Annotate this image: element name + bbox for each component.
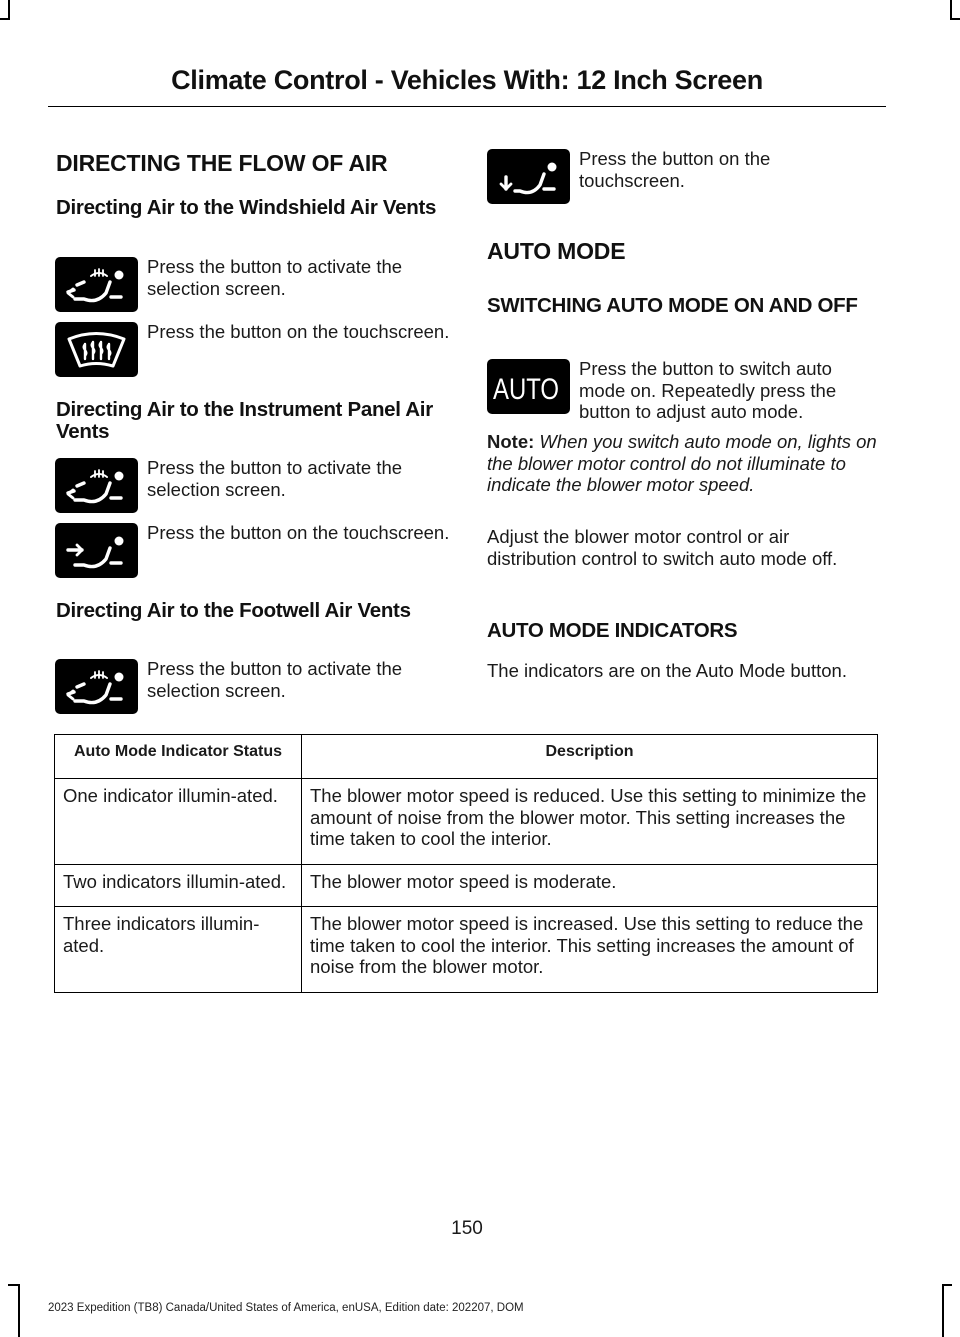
footwell-step1-text: Press the button to activate the selection screen. — [147, 658, 403, 701]
column-header-status: Auto Mode Indicator Status — [55, 735, 302, 779]
status-cell: Two indicators illumin-ated. — [55, 864, 302, 907]
note-label: Note: — [487, 431, 535, 452]
page-title: Climate Control - Vehicles With: 12 Inch Screen — [171, 65, 763, 95]
indicators-text: The indicators are on the Auto Mode button. — [487, 660, 847, 681]
footer-edition-info: 2023 Expedition (TB8) Canada/United States of America, enUSA, Edition date: 202207, DOM — [48, 1302, 524, 1314]
column-header-description: Description — [302, 735, 878, 779]
crop-mark — [8, 0, 10, 18]
crop-mark — [8, 1284, 18, 1286]
heading-windshield-vents: Directing Air to the Windshield Air Vents — [56, 196, 437, 219]
heading-footwell-vents: Directing Air to the Footwell Air Vents — [56, 599, 411, 622]
windshield-step1-text: Press the button to activate the selection screen. — [147, 256, 403, 299]
page-header — [48, 62, 886, 107]
heading-panel-vents: Directing Air to the Instrument Panel Air Vents — [56, 398, 433, 443]
description-cell: The blower motor speed is reduced. Use this setting to minimize the amount of noise from the blower motor. This setting increases the time taken to cool the interior. — [302, 779, 878, 865]
adjust-text: Adjust the blower motor control or air distribution control to switch auto mode off. — [487, 526, 838, 569]
description-cell: The blower motor speed is moderate. — [302, 864, 878, 907]
section-title-flow-of-air: DIRECTING THE FLOW OF AIR — [56, 150, 388, 176]
crop-mark — [942, 1284, 952, 1286]
crop-mark — [942, 1284, 944, 1337]
floor-vent-icon — [487, 149, 570, 204]
table-row — [55, 864, 878, 907]
status-cell: One indicator illumin-ated. — [55, 779, 302, 865]
panel-step2-text: Press the button on the touchscreen. — [147, 522, 450, 543]
switch-auto-text: Press the button to switch auto mode on. Repeatedly press the button to adjust auto mode. — [579, 358, 837, 422]
crop-mark — [0, 18, 10, 20]
panel-step1-text: Press the button to activate the selection screen. — [147, 457, 403, 500]
crop-mark — [18, 1284, 20, 1337]
status-cell: Three indicators illumin-ated. — [55, 907, 302, 993]
auto-mode-icon — [487, 359, 570, 414]
heading-switching-auto-mode: SWITCHING AUTO MODE ON AND OFF — [487, 294, 858, 317]
heading-auto-mode-indicators: AUTO MODE INDICATORS — [487, 619, 738, 642]
air-distribution-selection-icon — [55, 257, 138, 312]
note-paragraph — [487, 431, 877, 496]
air-distribution-selection-icon — [55, 458, 138, 513]
table-row — [55, 907, 878, 993]
page-number: 150 — [451, 1218, 483, 1239]
auto-mode-indicator-table — [54, 734, 878, 993]
panel-vent-icon — [55, 523, 138, 578]
air-distribution-selection-icon — [55, 659, 138, 714]
table-row — [55, 779, 878, 865]
crop-mark — [950, 0, 952, 18]
footwell-step2-text: Press the button on the touchscreen. — [579, 148, 771, 191]
auto-button-label: AUTO — [493, 373, 559, 406]
table-header-row — [55, 735, 878, 779]
windshield-step2-text: Press the button on the touchscreen. — [147, 321, 450, 342]
crop-mark — [950, 18, 960, 20]
windshield-defrost-icon — [55, 322, 138, 377]
description-cell: The blower motor speed is increased. Use this setting to reduce the time taken to cool the interior. This setting increases the amount of noise from the blower motor. — [302, 907, 878, 993]
note-text: When you switch auto mode on, lights on the blower motor control do not illuminate to indicate the blower motor speed. — [487, 431, 877, 495]
section-title-auto-mode: AUTO MODE — [487, 238, 626, 264]
